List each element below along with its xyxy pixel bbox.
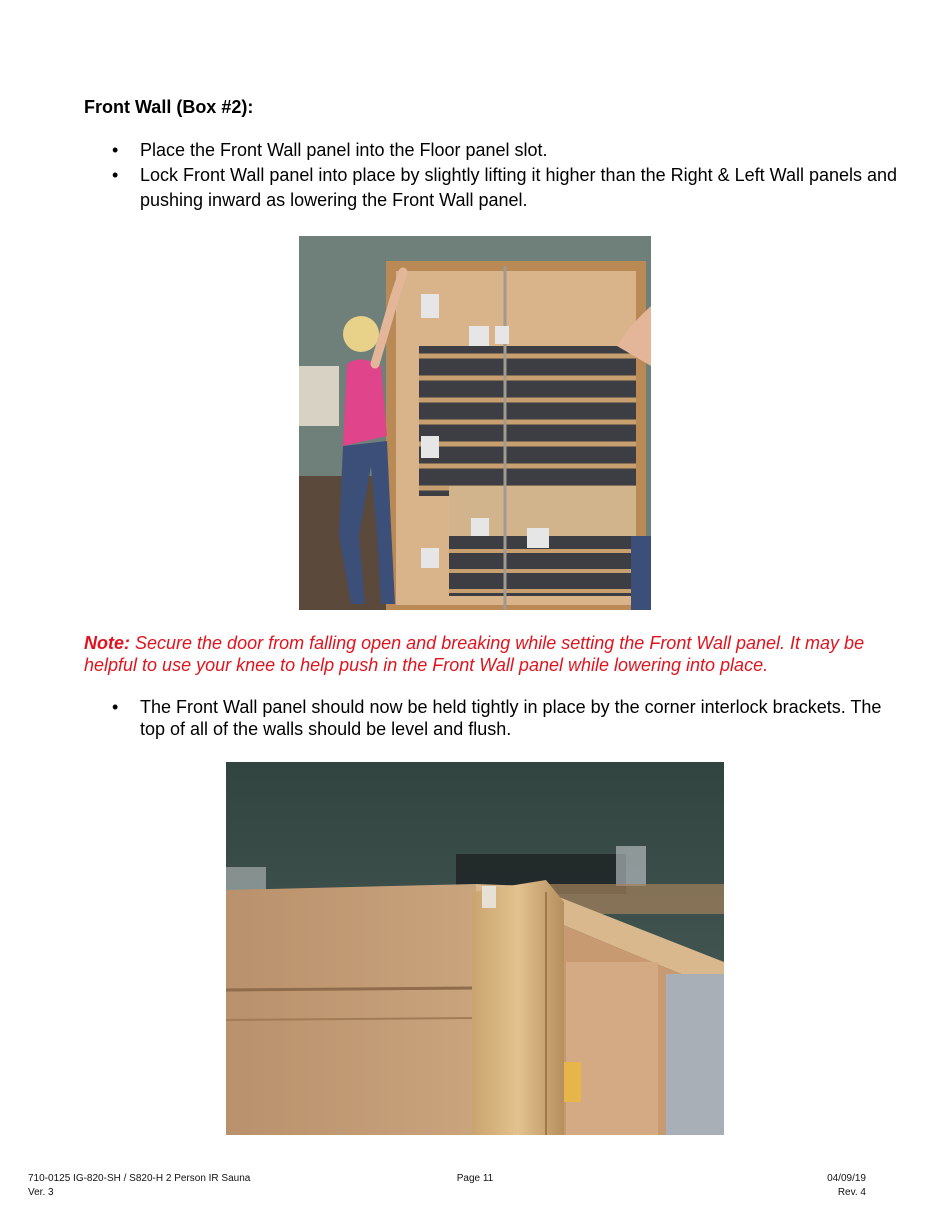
revision: Rev. 4 <box>837 1187 866 1198</box>
list-item-text: Lock Front Wall panel into place by slightly lifting it higher than the Right & Left Wall panels and pushing inward as lowering the Front Wall panel. <box>140 165 898 210</box>
date: 04/09/19 <box>827 1173 866 1184</box>
safety-note <box>84 632 914 676</box>
page-number: Page 11 <box>456 1173 494 1184</box>
wall-corner-flush-photo <box>226 762 724 1135</box>
section-heading: Front Wall (Box #2): <box>84 97 254 117</box>
list-item <box>0 138 950 163</box>
list-item <box>0 696 950 740</box>
front-wall-install-photo <box>299 236 651 610</box>
step-list-2 <box>0 696 950 740</box>
bullet-icon: • <box>112 140 119 160</box>
step-list-1 <box>0 138 950 213</box>
doc-id: 710-0125 IG-820-SH / S820-H 2 Person IR Sauna <box>28 1173 251 1184</box>
list-item <box>0 163 950 213</box>
footer-right <box>827 1172 866 1200</box>
note-label: Note: <box>84 633 130 653</box>
list-item-text: The Front Wall panel should now be held tightly in place by the corner interlock brackets. The top of all of the walls should be level and flush. <box>140 697 882 739</box>
note-text: Secure the door from falling open and breaking while setting the Front Wall panel. It may be helpful to use your knee to help push in the Front Wall panel while lowering into place. <box>84 633 865 675</box>
bullet-icon: • <box>112 165 119 185</box>
bullet-icon: • <box>112 697 119 717</box>
version: Ver. 3 <box>28 1187 54 1198</box>
list-item-text: Place the Front Wall panel into the Floor panel slot. <box>140 140 548 160</box>
